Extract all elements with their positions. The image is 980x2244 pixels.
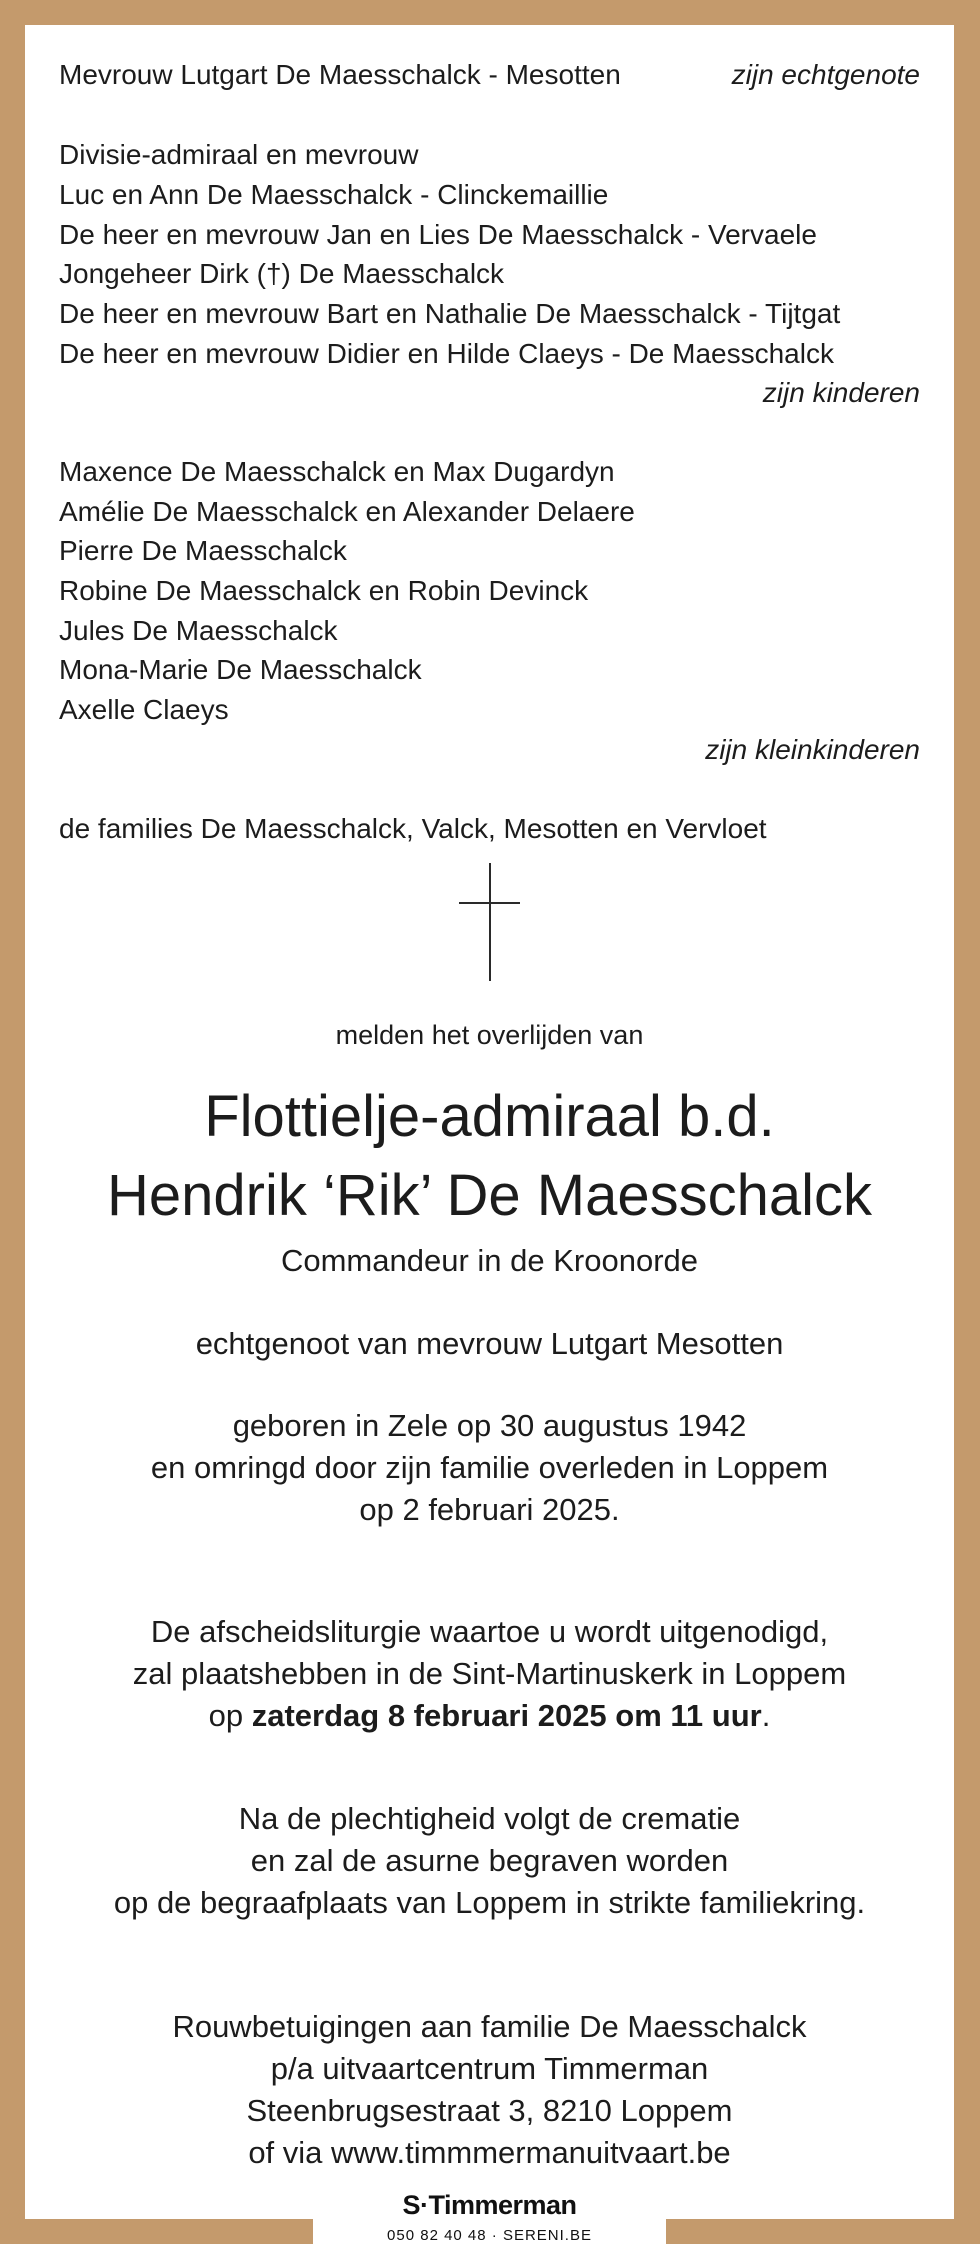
grandchild-line: Robine De Maesschalck en Robin Devinck — [59, 575, 589, 606]
grandchild-line: Amélie De Maesschalck en Alexander Delaere — [59, 496, 635, 527]
deceased-name: Hendrik ‘Rik’ De Maesschalck — [107, 1163, 872, 1228]
grandchild-line: Axelle Claeys — [59, 694, 229, 725]
child-line: De heer en mevrouw Jan en Lies De Maesschalck - Vervaele — [59, 219, 817, 250]
obituary-card — [25, 25, 954, 2219]
ceremony-suffix: . — [761, 1698, 771, 1733]
children-role: zijn kinderen — [762, 377, 920, 408]
ceremony-prefix: op — [208, 1698, 252, 1733]
ceremony-date: zaterdag 8 februari 2025 om 11 uur — [251, 1698, 762, 1733]
child-line: De heer en mevrouw Didier en Hilde Claeys - De Maesschalck — [59, 338, 834, 369]
intro-text: melden het overlijden van — [335, 1020, 644, 1050]
footer-contact: 050 82 40 48 · SERENI.BE — [387, 2227, 592, 2244]
child-line: De heer en mevrouw Bart en Nathalie De Maesschalck - Tijtgat — [59, 298, 841, 329]
spouse-name: Mevrouw Lutgart De Maesschalck - Mesotten — [59, 59, 621, 90]
timmerman-logo: S·Timmerman — [402, 2190, 577, 2220]
grandchild-line: Jules De Maesschalck — [59, 615, 338, 646]
grandchild-line: Mona-Marie De Maesschalck — [59, 654, 422, 685]
grandchild-line: Pierre De Maesschalck — [59, 535, 347, 566]
grandchild-line: Maxence De Maesschalck en Max Dugardyn — [59, 456, 615, 487]
ceremony-line: zal plaatshebben in de Sint-Martinuskerk in Loppem — [132, 1656, 847, 1691]
birth-line: geboren in Zele op 30 augustus 1942 — [232, 1408, 747, 1443]
cremation-line: Na de plechtigheid volgt de crematie — [238, 1801, 741, 1836]
condolence-line: Steenbrugsestraat 3, 8210 Loppem — [246, 2093, 733, 2128]
condolence-line: p/a uitvaartcentrum Timmerman — [270, 2051, 709, 2086]
spouse-text: echtgenoot van mevrouw Lutgart Mesotten — [195, 1326, 784, 1361]
deceased-title: Flottielje-admiraal b.d. — [204, 1084, 775, 1149]
death-date-line: op 2 februari 2025. — [359, 1492, 620, 1527]
child-line: Divisie-admiraal en mevrouw — [59, 139, 419, 170]
spouse-role: zijn echtgenote — [731, 59, 920, 90]
ceremony-line: De afscheidsliturgie waartoe u wordt uitgenodigd, — [150, 1614, 829, 1649]
grandchildren-role: zijn kleinkinderen — [705, 734, 920, 765]
funeral-home-footer — [313, 2178, 666, 2244]
cremation-line: en zal de asurne begraven worden — [250, 1843, 729, 1878]
death-line: en omringd door zijn familie overleden in Loppem — [150, 1450, 829, 1485]
ceremony-date-line — [25, 1695, 954, 1737]
condolence-website[interactable]: of via www.timmmermanuitvaart.be — [248, 2135, 731, 2170]
condolence-line: Rouwbetuigingen aan familie De Maesschalck — [172, 2009, 807, 2044]
families-line: de families De Maesschalck, Valck, Mesotten en Vervloet — [59, 813, 767, 844]
child-line: Luc en Ann De Maesschalck - Clinckemaillie — [59, 179, 609, 210]
honor-text: Commandeur in de Kroonorde — [280, 1243, 699, 1278]
cremation-line: op de begraafplaats van Loppem in strikte familiekring. — [113, 1885, 866, 1920]
child-line: Jongeheer Dirk (†) De Maesschalck — [59, 258, 505, 289]
